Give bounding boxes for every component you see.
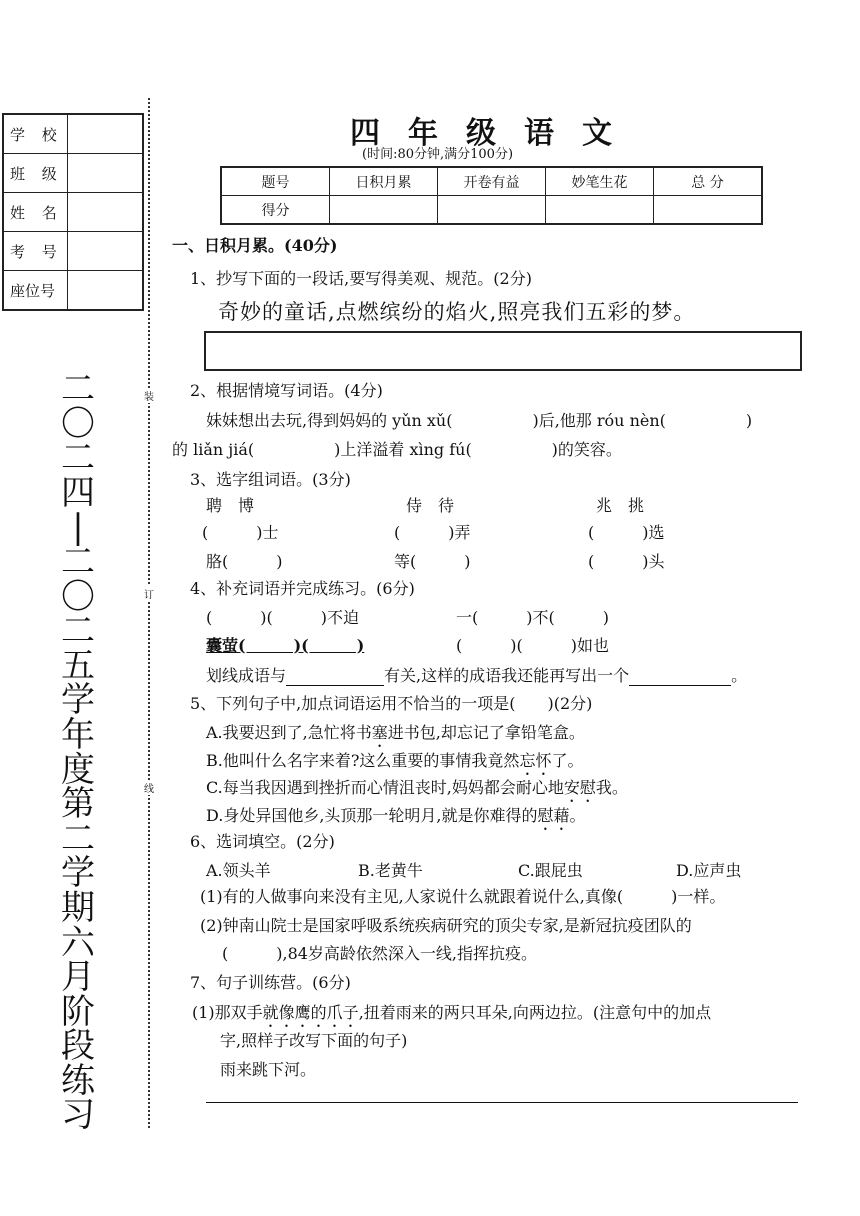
question-1-sentence: 奇妙的童话,点燃缤纷的焰火,照亮我们五彩的梦。 xyxy=(218,300,696,324)
q6-option-b[interactable]: B.老黄牛 xyxy=(358,861,423,880)
vertical-exam-title: 二 〇 二 四 | 二 〇 二 五 学 年 度 第 二 学 期 六 月 阶 段 练 习 xyxy=(61,369,95,1136)
q5-option-d[interactable]: D.身处异国他乡,头顶那一轮明月,就是你难得的慰藉。 xyxy=(206,806,586,825)
question-2-line2: 的 liǎn jiá( )上洋溢着 xìng fú( )的笑容。 xyxy=(172,440,622,459)
score-cell[interactable] xyxy=(546,196,654,225)
question-2-line1: 妹妹想出去玩,得到妈妈的 yǔn xǔ( )后,他那 róu nèn( ) xyxy=(206,411,753,430)
q3-blank[interactable]: ( )头 xyxy=(588,552,665,571)
q6-option-c[interactable]: C.跟屁虫 xyxy=(518,861,583,880)
exam-time-info: (时间:80分钟,满分100分) xyxy=(362,147,514,162)
score-cell[interactable] xyxy=(438,196,546,225)
score-header-cell: 总 分 xyxy=(654,167,763,196)
question-1-prompt: 1、抄写下面的一段话,要写得美观、规范。(2分) xyxy=(190,269,532,288)
score-header-cell: 日积月累 xyxy=(330,167,438,196)
q4-idiom-b[interactable]: 一( )不( ) xyxy=(456,608,609,627)
q4-answer-blank[interactable] xyxy=(286,666,384,686)
q6-sentence-1: (1)有的人做事向来没有主见,人家说什么就跟着说什么,真像( )一样。 xyxy=(200,887,726,906)
score-row-label: 得分 xyxy=(221,196,330,225)
binding-dotted-line xyxy=(148,98,150,1128)
q6-sentence-2a: (2)钟南山院士是国家呼吸系统疾病研究的顶尖专家,是新冠抗疫团队的 xyxy=(200,916,692,935)
q7-sentence-1c: 雨来跳下河。 xyxy=(220,1060,317,1079)
section-title: 一、日积月累。(40分) xyxy=(172,236,338,255)
info-label-school: 学 校 xyxy=(3,114,68,154)
score-header-cell: 妙笔生花 xyxy=(546,167,654,196)
q3-blank[interactable]: 胳( ) xyxy=(206,552,283,571)
info-label-class: 班 级 xyxy=(3,154,68,193)
info-field-exam-number[interactable] xyxy=(68,232,144,271)
binding-char-ding: 订 xyxy=(141,586,157,601)
copy-writing-box[interactable] xyxy=(204,331,802,371)
question-6-prompt: 6、选词填空。(2分) xyxy=(190,832,335,851)
q3-pair: 侍 待 xyxy=(406,496,455,515)
student-info-box xyxy=(2,113,144,311)
q3-blank[interactable]: 等( ) xyxy=(394,552,471,571)
q4-idiom-d[interactable]: ( )( )如也 xyxy=(456,636,609,655)
info-label-seat-number: 座位号 xyxy=(3,271,68,311)
score-header-cell: 题号 xyxy=(221,167,330,196)
q5-option-c[interactable]: C.每当我因遇到挫折而心情沮丧时,妈妈都会耐心地安慰我。 xyxy=(206,778,628,797)
score-table xyxy=(220,166,763,225)
info-field-school[interactable] xyxy=(68,114,144,154)
page-title: 四年级语文 xyxy=(350,116,640,151)
q7-sentence-1b: 字,照样子改写下面的句子) xyxy=(220,1031,408,1050)
info-field-name[interactable] xyxy=(68,193,144,232)
question-3-prompt: 3、选字组词语。(3分) xyxy=(190,470,351,489)
q6-sentence-2b: ( ),84岁高龄依然深入一线,指挥抗疫。 xyxy=(222,944,538,963)
question-7-prompt: 7、句子训练营。(6分) xyxy=(190,973,351,992)
q4-idiom-a[interactable]: ( )( )不迫 xyxy=(206,608,359,627)
q3-blank[interactable]: ( )选 xyxy=(588,523,665,542)
info-field-seat-number[interactable] xyxy=(68,271,144,311)
q7-sentence-1: (1)那双手就像鹰的爪子,扭着雨来的两只耳朵,向两边拉。(注意句中的加点 xyxy=(192,1003,712,1022)
q3-blank[interactable]: ( )弄 xyxy=(394,523,471,542)
q5-option-b[interactable]: B.他叫什么名字来着?这么重要的事情我竟然忘怀了。 xyxy=(206,751,584,770)
score-cell[interactable] xyxy=(654,196,763,225)
q3-pair: 聘 博 xyxy=(206,496,255,515)
info-field-class[interactable] xyxy=(68,154,144,193)
question-2-prompt: 2、根据情境写词语。(4分) xyxy=(190,381,383,400)
score-header-cell: 开卷有益 xyxy=(438,167,546,196)
q7-answer-line[interactable] xyxy=(206,1102,798,1103)
q6-option-a[interactable]: A.领头羊 xyxy=(206,861,271,880)
score-cell[interactable] xyxy=(330,196,438,225)
q4-question-line: 划线成语与 有关,这样的成语我还能再写出一个 。 xyxy=(206,666,748,685)
binding-char-xian: 线 xyxy=(141,780,157,795)
q4-idiom-c-underlined[interactable]: 囊萤( )( ) xyxy=(206,636,365,655)
question-4-prompt: 4、补充词语并完成练习。(6分) xyxy=(190,579,415,598)
q3-pair: 兆 挑 xyxy=(596,496,645,515)
q4-answer-blank[interactable] xyxy=(629,666,731,686)
q3-blank[interactable]: ( )士 xyxy=(202,523,279,542)
question-5-prompt: 5、下列句子中,加点词语运用不恰当的一项是( )(2分) xyxy=(190,694,593,713)
info-label-name: 姓 名 xyxy=(3,193,68,232)
binding-char-zhuang: 装 xyxy=(141,388,157,403)
q6-option-d[interactable]: D.应声虫 xyxy=(676,861,742,880)
q5-option-a[interactable]: A.我要迟到了,急忙将书塞进书包,却忘记了拿铅笔盒。 xyxy=(206,723,585,742)
info-label-exam-number: 考 号 xyxy=(3,232,68,271)
